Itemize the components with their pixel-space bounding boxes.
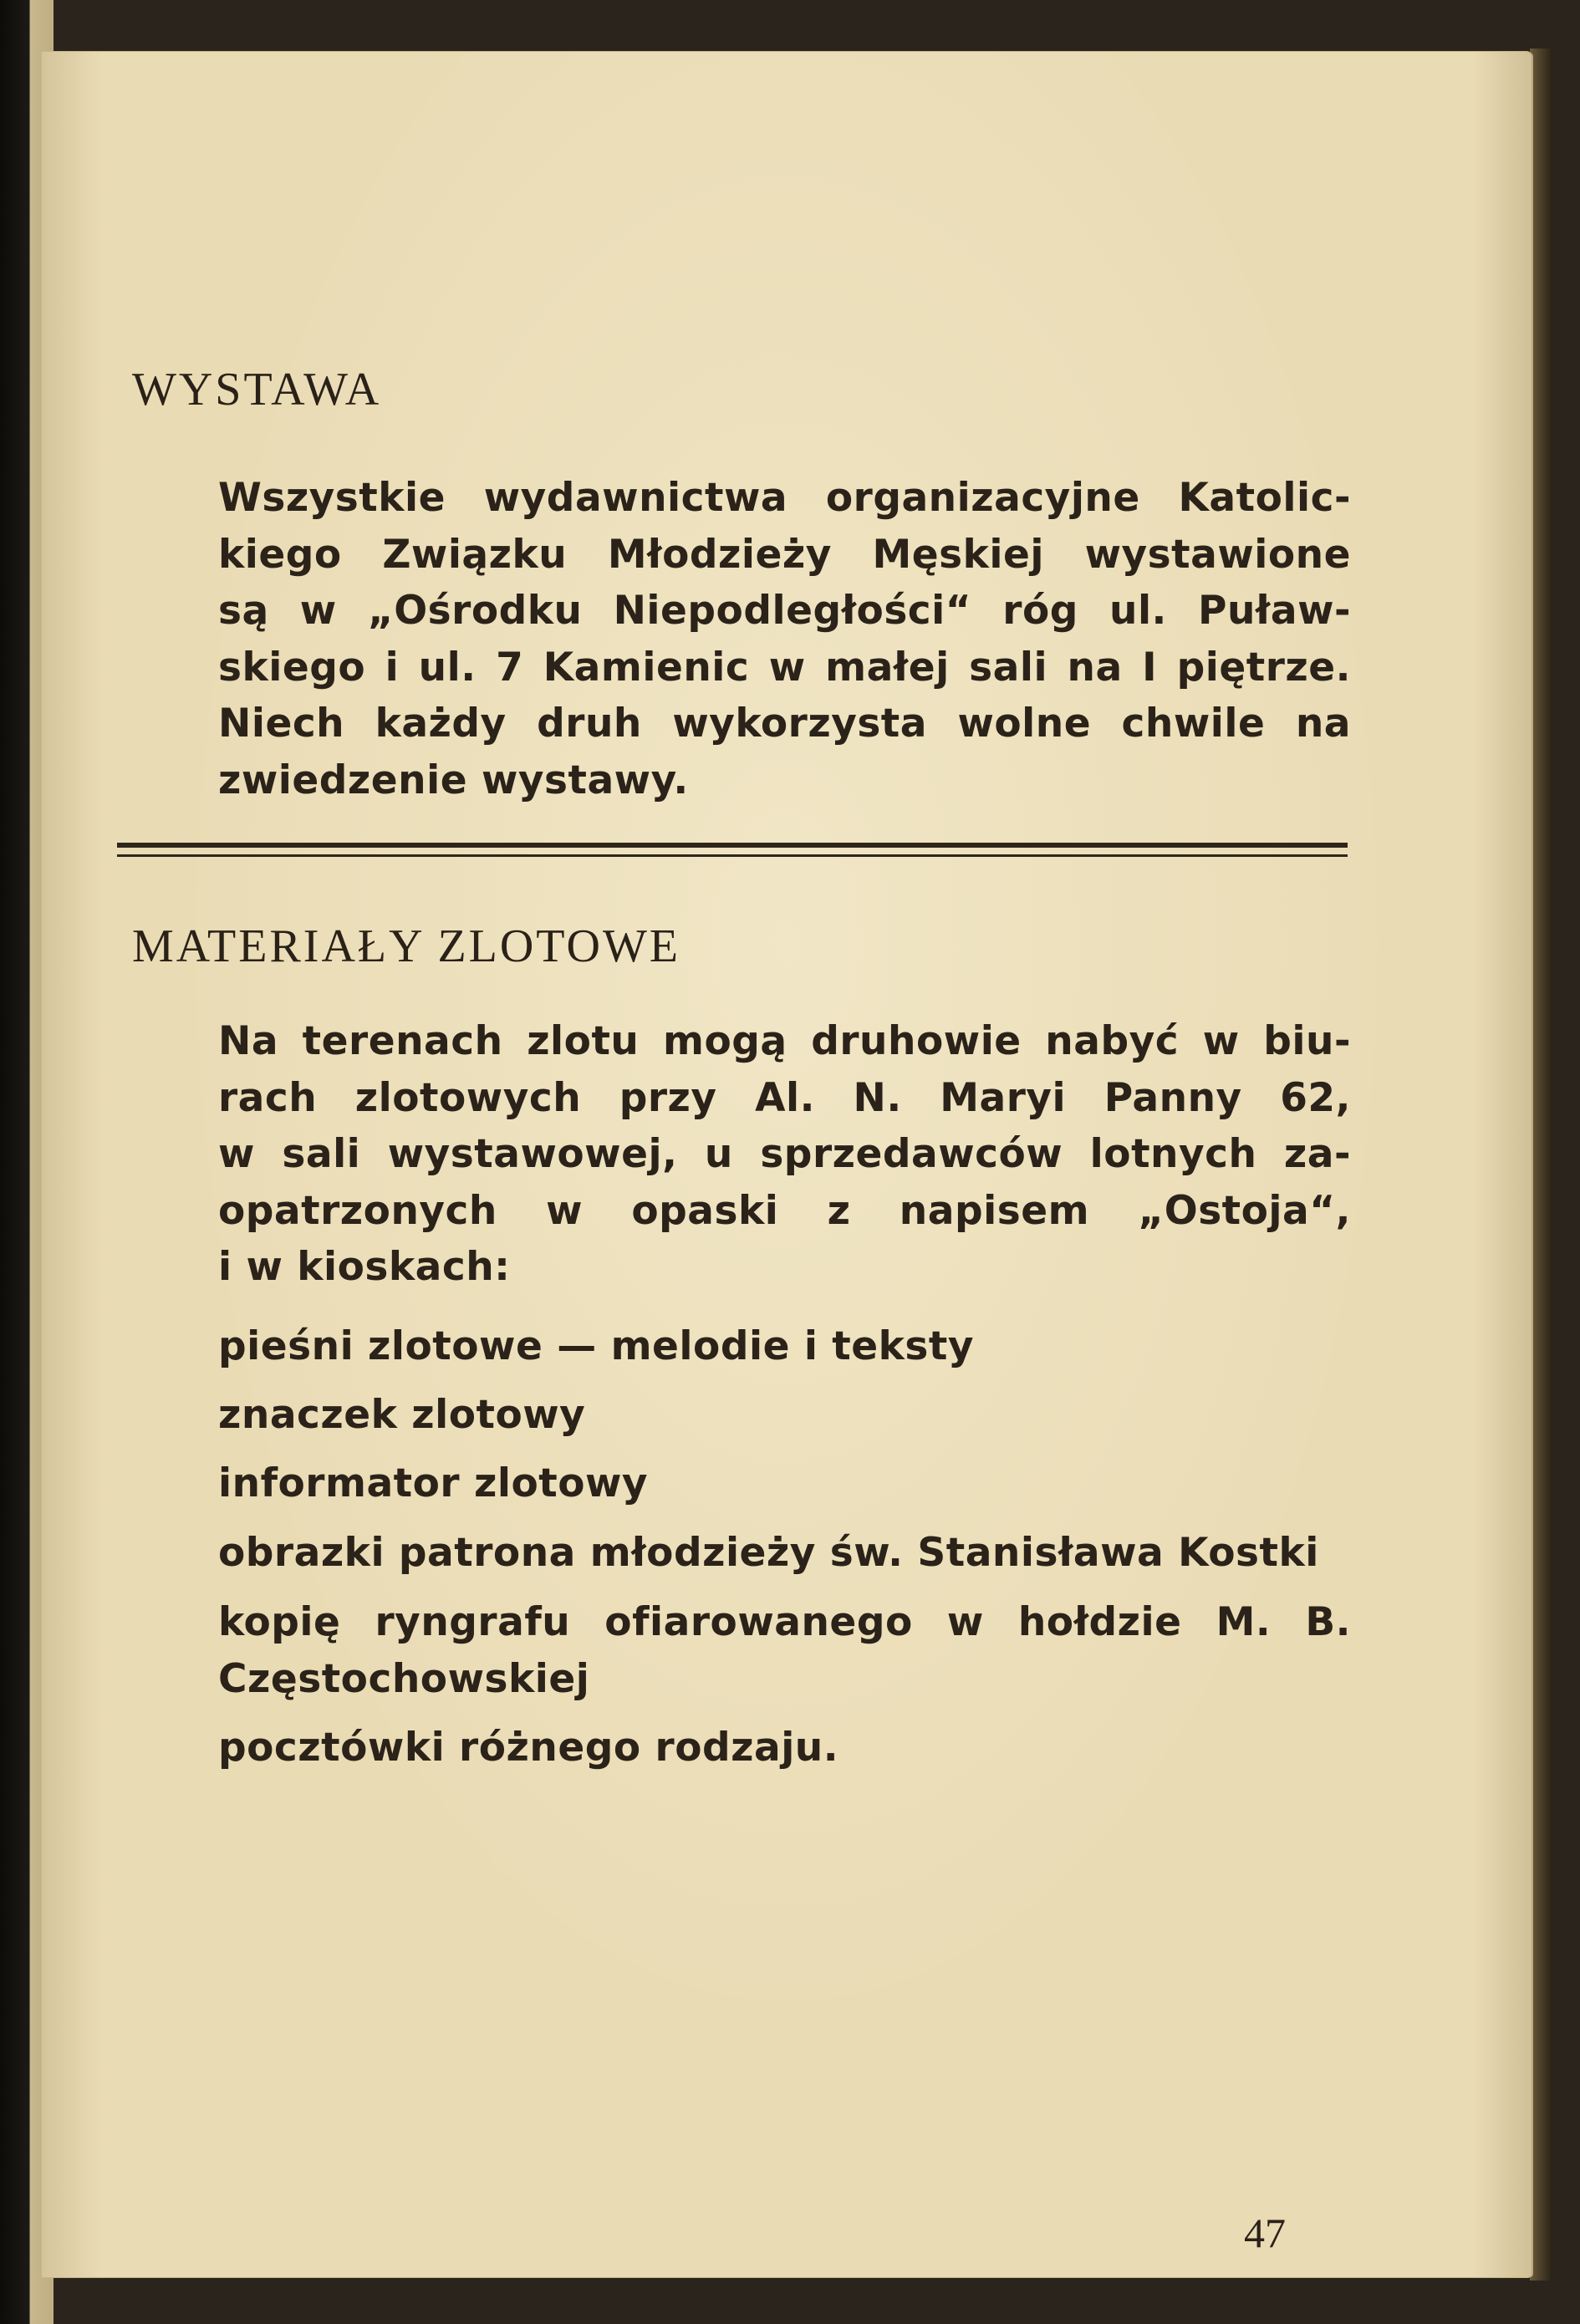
list-item-line: informator zlotowy (218, 1460, 649, 1506)
paragraph-line: skiego i ul. 7 Kamienic w małej sali na I piętrze. (218, 644, 1351, 691)
paragraph-line: rach zlotowych przy Al. N. Maryi Panny 62, (218, 1074, 1351, 1121)
paragraph-line: i w kioskach: (218, 1244, 511, 1290)
list-item (218, 1455, 1351, 1512)
paragraph-line: kiego Związku Młodzieży Męskiej wystawione (218, 531, 1351, 578)
list-item-line: obrazki patrona młodzieży św. Stanisława Kostki (218, 1530, 1319, 1576)
page-number: 47 (1244, 2209, 1286, 2256)
section-heading-materialy-zlotowe: MATERIAŁY ZLOTOWE (132, 920, 681, 972)
page-edge (1530, 48, 1552, 2281)
list-item-line: pieśni zlotowe — melodie i teksty (218, 1323, 974, 1369)
paragraph-line: w sali wystawowej, u sprzedawców lotnych za- (218, 1131, 1351, 1177)
section-heading-wystawa: WYSTAWA (132, 364, 382, 415)
paragraph-line: Na terenach zlotu mogą druhowie nabyć w biu- (218, 1018, 1351, 1064)
list-item-line: znaczek zlotowy (218, 1392, 586, 1438)
list-item (218, 1387, 1351, 1444)
section-paragraph-wystawa (218, 470, 1351, 808)
double-rule-divider (117, 843, 1348, 864)
page-content (42, 52, 1532, 2277)
list-item-line: pocztówki różnego rodzaju. (218, 1725, 839, 1771)
paragraph-line: Niech każdy druh wykorzysta wolne chwile na (218, 701, 1351, 747)
paragraph-line: opatrzonych w opaski z napisem „Ostoja“, (218, 1187, 1351, 1234)
list-item (218, 1525, 1351, 1582)
list-item-line: Częstochowskiej (218, 1655, 590, 1702)
book-page (42, 52, 1532, 2277)
list-item (218, 1318, 1351, 1375)
paragraph-line: są w „Ośrodku Niepodległości“ róg ul. Puław- (218, 588, 1351, 634)
list-item (218, 1720, 1351, 1776)
paragraph-line: Wszystkie wydawnictwa organizacyjne Katolic- (218, 475, 1351, 521)
paragraph-line: zwiedzenie wystawy. (218, 757, 689, 803)
list-item-line: kopię ryngrafu ofiarowanego w hołdzie M. B. (218, 1599, 1351, 1645)
section-paragraph-materialy-zlotowe (218, 1013, 1351, 1296)
list-item (218, 1594, 1351, 1707)
divider-thick-rule (117, 843, 1348, 848)
divider-thin-rule (117, 854, 1348, 857)
